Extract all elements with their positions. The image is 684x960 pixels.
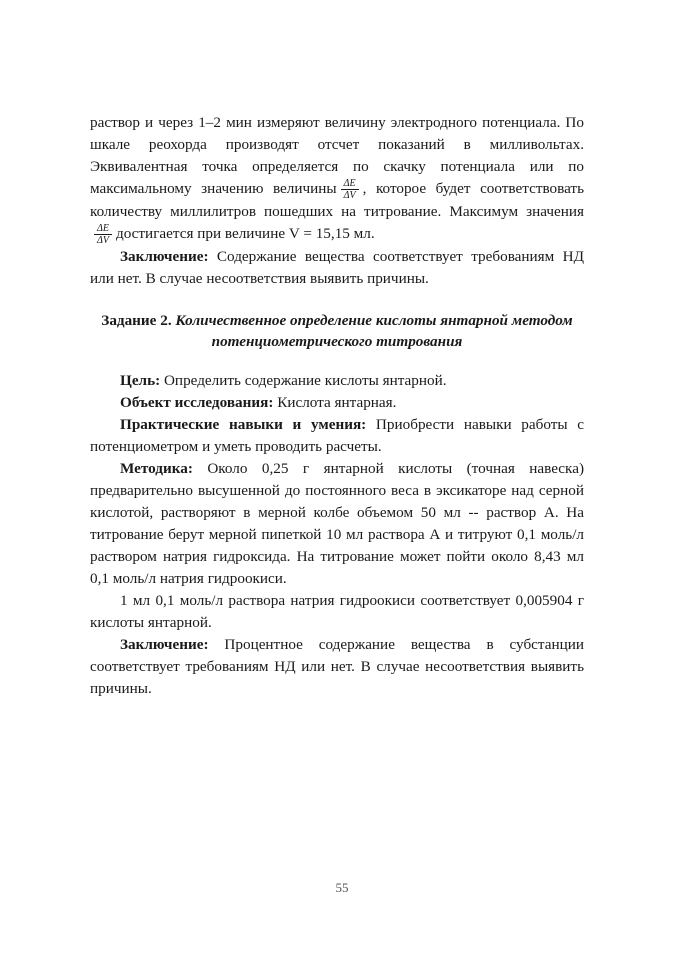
conclusion-1-label: Заключение: [120, 248, 209, 266]
conclusion-2-label: Заключение: [120, 636, 209, 654]
method-text: Около 0,25 г янтарной кислоты (точная навеска) предварительно высушенной до постоянного веса в эксикаторе над серной кислотой, растворяют в мерной колбе объемом 50 мл -- раствор А. На титрование берут мерной пипеткой 10 мл раствора А и титруют 0,1 моль/л раствором натрия гидроксида. На титрование может пойти около 8,43 мл 0,1 моль/л натрия гидроокиси. [90, 460, 584, 588]
skills-paragraph [90, 414, 584, 458]
task-number: Задание 2. [101, 312, 172, 330]
conclusion-2-text: Процентное содержание вещества в субстанции соответствует требованиям НД или нет. В случае несоответствия выявить причины. [90, 636, 584, 698]
conclusion-1-text: Содержание вещества соответствует требованиям НД или нет. В случае несоответствия выявить причины. [90, 248, 584, 288]
fraction-denominator: ΔV [94, 234, 112, 246]
fraction-numerator: ΔE [97, 223, 109, 235]
paragraph-text-c: достигается при величине V = 15,15 мл. [115, 225, 375, 243]
skills-text: Приобрести навыки работы с потенциометром и уметь проводить расчеты. [90, 416, 584, 456]
goal-text: Определить содержание кислоты янтарной. [160, 372, 447, 390]
page-content [90, 112, 584, 700]
object-label: Объект исследования: [120, 394, 274, 412]
equivalence-paragraph: 1 мл 0,1 моль/л раствора натрия гидроокиси соответствует 0,005904 г кислоты янтарной. [90, 592, 584, 632]
goal-line [90, 370, 584, 392]
paragraph-text-a: раствор и через 1–2 мин измеряют величину электродного потенциала. По шкале реохорда производят отсчет показаний в милливольтах. Эквивалентная точка определяется по скачку потенциала или по максимальному значению величины [90, 114, 584, 197]
fraction-denominator: ΔV [341, 189, 359, 201]
page-number: 55 [335, 880, 349, 895]
object-text: Кислота янтарная. [273, 394, 397, 412]
conclusion-2 [90, 634, 584, 700]
object-line [90, 392, 584, 414]
paragraph-potential [90, 112, 584, 246]
fraction-numerator: ΔE [343, 178, 356, 190]
method-paragraph [90, 458, 584, 590]
fraction-delta-e-v-2 [94, 223, 112, 246]
fraction-delta-e-v [341, 178, 359, 201]
goal-label: Цель: [120, 372, 161, 390]
task-title: Количественное определение кислоты янтарной методом потенциометрического титрования [171, 312, 573, 351]
skills-label: Практические навыки и умения: [120, 416, 367, 434]
paragraph-text-b: , которое будет соответствовать количеству миллилитров пошедших на титрование. Максимум значения [90, 180, 584, 221]
method-label: Методика: [120, 460, 193, 478]
conclusion-1 [90, 246, 584, 290]
task-heading [90, 310, 584, 352]
